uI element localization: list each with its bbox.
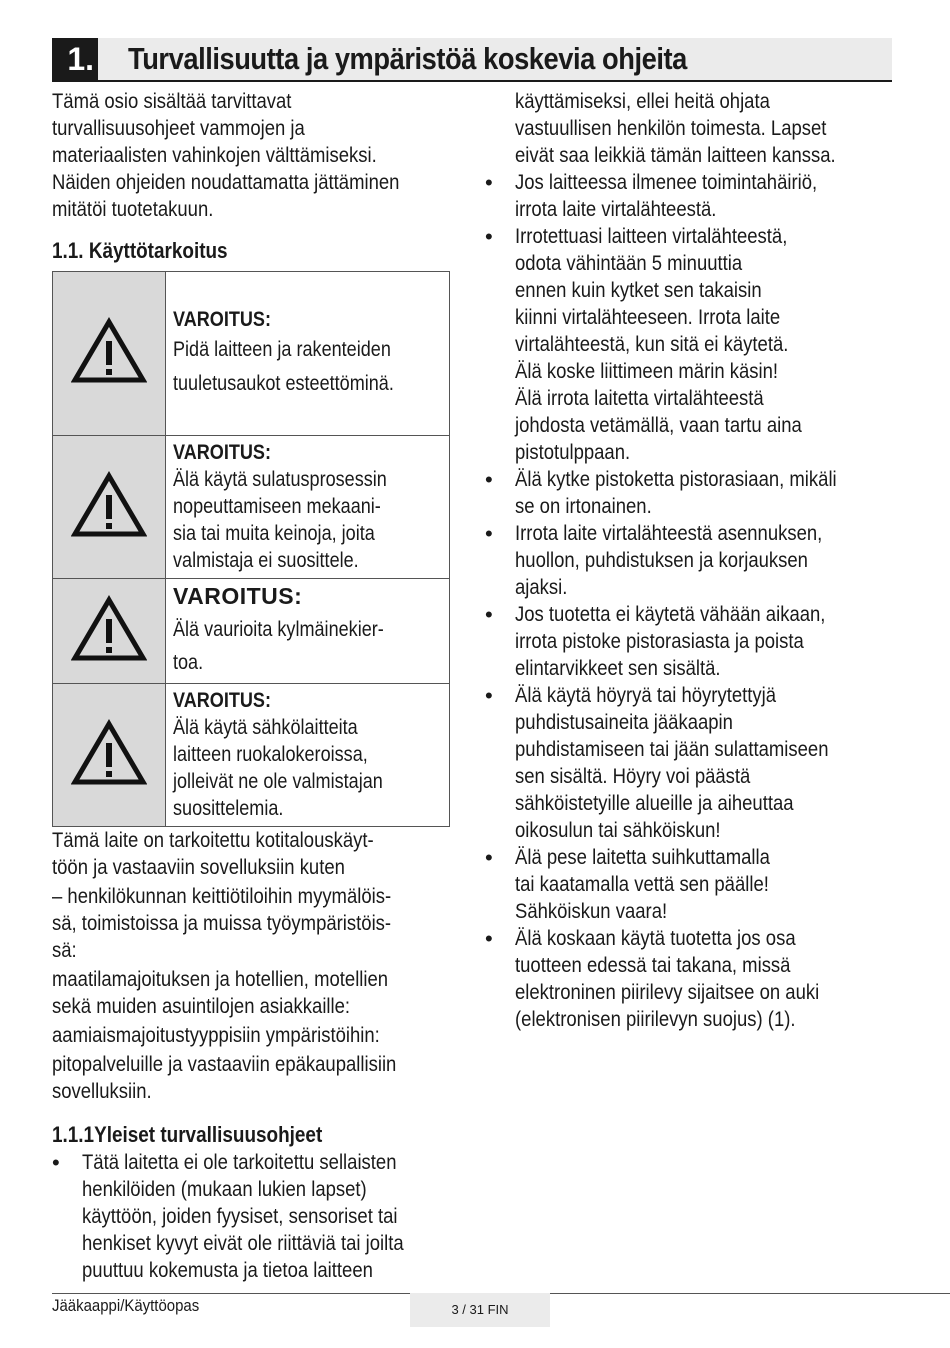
- warning-text-cell: [166, 579, 450, 684]
- left-bullet-list: [52, 1149, 462, 1284]
- warning-row: [53, 579, 450, 684]
- continuation-paragraph: käyttämiseksi, ellei heitä ohjata vastuullisen henkilön toimesta. Lapset eivät saa leikkiä tämän laitteen kanssa.: [515, 89, 836, 167]
- right-column: [485, 88, 897, 1033]
- intro-line: mitätöi tuotetakuun.: [52, 197, 214, 221]
- list-item: • Älä koskaan käytä tuotetta jos osa tuotteen edessä tai takana, missä elektroninen piirilevy sijaitsee on auki (elektronisen piirilevyn suojus) (1).: [485, 925, 897, 1033]
- usage-line: sä:: [52, 938, 77, 962]
- warning-text-cell: [166, 272, 450, 436]
- warning-heading: VAROITUS:: [173, 583, 303, 609]
- warning-icon-cell: [53, 684, 166, 827]
- footer-page-number: 3 / 31 FIN: [410, 1293, 550, 1327]
- usage-line: sä, toimistoissa ja muissa työympäristöis-: [52, 911, 392, 935]
- heading-yleiset-turvallisuusohjeet: 1.1.1Yleiset turvallisuusohjeet: [52, 1122, 323, 1147]
- list-item: • Jos laitteessa ilmenee toimintahäiriö, irrota laite virtalähteestä.: [485, 169, 897, 223]
- warning-icon-cell: [53, 579, 166, 684]
- warning-text-cell: [166, 436, 450, 579]
- intro-line: turvallisuusohjeet vammojen ja: [52, 116, 305, 140]
- warning-triangle-icon: [71, 317, 147, 385]
- usage-line: maatilamajoituksen ja hotellien, motellien: [52, 967, 389, 991]
- usage-line: – henkilökunnan keittiötiloihin myymälöis-: [52, 884, 392, 908]
- warning-triangle-icon: [71, 471, 147, 539]
- list-item: • Tätä laitetta ei ole tarkoitettu sellaisten henkilöiden (mukaan lukien lapset) käyttöön, joiden fyysiset, sensoriset tai henkiset kyvyt eivät ole riittäviä tai joilta puuttuu kokemusta ja tietoa laitteen: [52, 1149, 462, 1284]
- usage-paragraph: [52, 827, 462, 1105]
- warning-triangle-icon: [71, 719, 147, 787]
- warning-row: [53, 684, 450, 827]
- list-item: • Jos tuotetta ei käytetä vähään aikaan, irrota pistoke pistorasiasta ja poista elintarvikkeet sen sisältä.: [485, 601, 897, 682]
- warning-icon-cell: [53, 272, 166, 436]
- list-item: • Irrotettuasi laitteen virtalähteestä, odota vähintään 5 minuuttia ennen kuin kytket sen takaisin kiinni virtalähteeseen. Irrota laite virtalähteestä, kun sitä ei käytetä. Älä koske liittimeen märin käsin! Älä irrota laitetta virtalähteestä johdosta vetämällä, vaan tartu aina pistotulppaan.: [485, 223, 897, 466]
- intro-line: Tämä osio sisältää tarvittavat: [52, 89, 292, 113]
- usage-line: sovelluksiin.: [52, 1079, 152, 1103]
- right-bullet-list: [485, 169, 897, 1033]
- warning-text-cell: [166, 684, 450, 827]
- left-column: [52, 88, 462, 1284]
- usage-line: Tämä laite on tarkoitettu kotitalouskäyt-: [52, 828, 374, 852]
- warning-heading: VAROITUS:: [173, 441, 271, 464]
- heading-kayttotarkoitus: 1.1. Käyttötarkoitus: [52, 238, 228, 263]
- usage-line: aamiaismajoitustyyppisiin ympäristöihin:: [52, 1023, 380, 1047]
- usage-line: sekä muiden asuintilojen asiakkaille:: [52, 994, 351, 1018]
- warnings-table: [52, 271, 450, 827]
- footer-document-name: Jääkaappi/Käyttöopas: [52, 1296, 200, 1315]
- warning-row: [53, 272, 450, 436]
- intro-paragraph: [52, 88, 462, 223]
- warning-heading: VAROITUS:: [173, 307, 271, 331]
- list-item: • Irrota laite virtalähteestä asennuksen, huollon, puhdistuksen ja korjauksen ajaksi.: [485, 520, 897, 601]
- list-item: • Älä pese laitetta suihkuttamalla tai kaatamalla vettä sen päälle! Sähköiskun vaara!: [485, 844, 897, 925]
- warning-row: [53, 436, 450, 579]
- section-header: [52, 38, 892, 82]
- usage-line: töön ja vastaaviin sovelluksiin kuten: [52, 855, 345, 879]
- warning-body: Pidä laitteen ja rakenteiden tuuletusaukot esteettöminä.: [173, 337, 394, 395]
- warning-body: Älä käytä sähkölaitteita laitteen ruokalokeroissa, jolleivät ne ole valmistajan suosittelemia.: [173, 716, 383, 820]
- list-item: • Älä käytä höyryä tai höyrytettyjä puhdistusaineita jääkaapin puhdistamiseen tai jään sulattamiseen sen sisältä. Höyry voi päästä sähköistetyille alueille ja aiheuttaa oikosulun tai sähköiskun!: [485, 682, 897, 844]
- warning-heading: VAROITUS:: [173, 689, 271, 712]
- section-number: 1.: [52, 38, 98, 80]
- intro-line: Näiden ohjeiden noudattamatta jättäminen: [52, 170, 400, 194]
- warning-icon-cell: [53, 436, 166, 579]
- list-item: • Älä kytke pistoketta pistorasiaan, mikäli se on irtonainen.: [485, 466, 897, 520]
- warning-body: Älä vaurioita kylmäinekier- toa.: [173, 618, 384, 674]
- warning-triangle-icon: [71, 595, 147, 663]
- warning-body: Älä käytä sulatusprosessin nopeuttamiseen mekaani- sia tai muita keinoja, joita valmistaja ei suosittele.: [173, 468, 387, 572]
- intro-line: materiaalisten vahinkojen välttämiseksi.: [52, 143, 377, 167]
- usage-line: pitopalveluille ja vastaaviin epäkaupallisiin: [52, 1052, 397, 1076]
- section-title: Turvallisuutta ja ympäristöä koskevia ohjeita: [128, 41, 687, 76]
